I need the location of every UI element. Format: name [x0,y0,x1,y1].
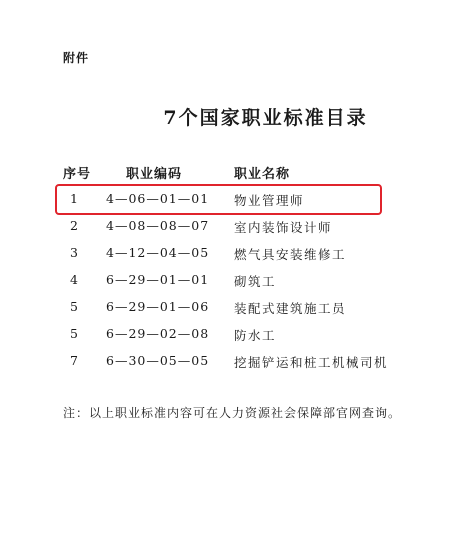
row-name: 防水工 [234,328,277,343]
row-code: 6—29—01—01 [106,272,210,287]
row-code: 6—30—05—05 [106,353,210,368]
row-seq: 4 [70,272,78,287]
column-header-name: 职业名称 [234,167,291,182]
column-header-code: 职业编码 [126,167,183,182]
row-seq: 7 [70,353,78,368]
table-row [0,294,471,321]
row-seq: 2 [70,218,78,233]
row-name: 物业管理师 [234,193,305,208]
row-name: 挖掘铲运和桩工机械司机 [234,355,389,370]
row-seq: 5 [70,299,78,314]
row-name: 砌筑工 [234,274,277,289]
row-seq: 5 [70,326,78,341]
footnote: 注：以上职业标准内容可在人力资源社会保障部官网查询。 [63,406,402,420]
attachment-label: 附件 [63,51,90,65]
row-seq: 3 [70,245,78,260]
row-name: 装配式建筑施工员 [234,301,347,316]
row-code: 6—29—01—06 [106,299,210,314]
row-code: 6—29—02—08 [106,326,210,341]
row-code: 4—12—04—05 [106,245,210,260]
table-row [0,348,471,375]
page-title: 7个国家职业标准目录 [163,107,368,129]
table-row [0,213,471,240]
highlight-box [55,184,382,215]
row-name: 燃气具安装维修工 [234,247,347,262]
row-name: 室内装饰设计师 [234,220,333,235]
table-row [0,240,471,267]
column-header-seq: 序号 [63,167,92,182]
row-code: 4—08—08—07 [106,218,210,233]
table-row [0,267,471,294]
row-code: 4—06—01—01 [106,191,210,206]
table-row [0,321,471,348]
row-seq: 1 [70,191,78,206]
